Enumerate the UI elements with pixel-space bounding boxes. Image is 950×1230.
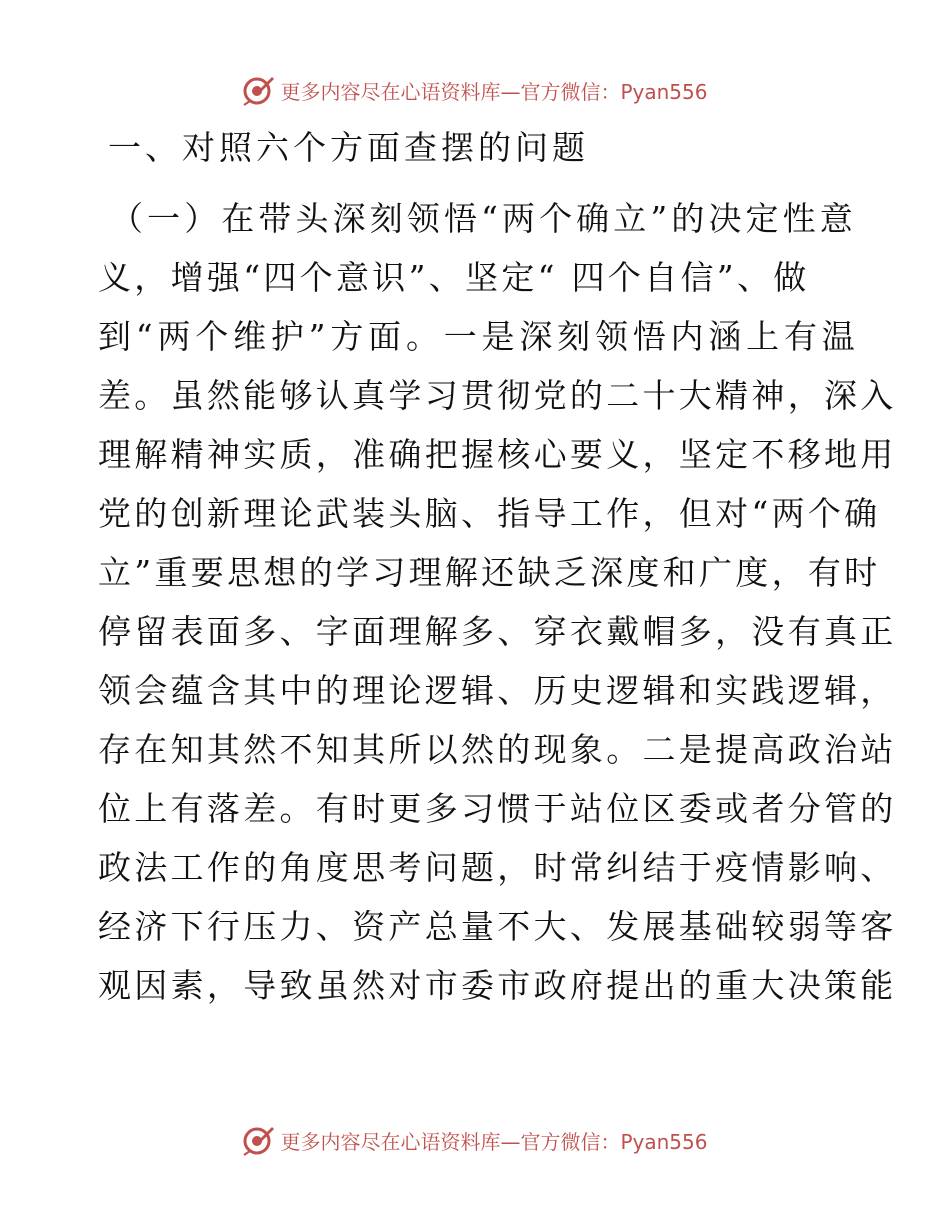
paragraph-line: 理解精神实质，准确把握核心要义，坚定不移地用 (98, 435, 897, 474)
paragraph-line: 领会蕴含其中的理论逻辑、历史逻辑和实践逻辑， (98, 671, 897, 710)
footer-watermark (0, 1120, 950, 1160)
section-heading: 一、对照六个方面查摆的问题 (108, 128, 589, 167)
watermark-text: 更多内容尽在心语资料库—官方微信：Pyan556 (280, 79, 708, 104)
paragraph-line: 经济下行压力、资产总量不大、发展基础较弱等客 (98, 907, 897, 946)
pen-logo-icon (242, 1123, 276, 1157)
paragraph-line: 党的创新理论武装头脑、指导工作，但对“两个确 (98, 494, 881, 533)
paragraph-line: （一）在带头深刻领悟“两个确立”的决定性意 (110, 199, 857, 238)
paragraph-line: 义，增强“四个意识”、坚定“ 四个自信”、做 (98, 258, 810, 297)
paragraph-line: 立”重要思想的学习理解还缺乏深度和广度，有时 (98, 553, 881, 592)
paragraph-line: 差。虽然能够认真学习贯彻党的二十大精神，深入 (98, 376, 897, 415)
paragraph-line: 位上有落差。有时更多习惯于站位区委或者分管的 (98, 789, 897, 828)
header-watermark (0, 70, 950, 110)
paragraph-line: 停留表面多、字面理解多、穿衣戴帽多，没有真正 (98, 612, 897, 651)
paragraph-line: 政法工作的角度思考问题，时常纠结于疫情影响、 (98, 848, 897, 887)
paragraph-line: 到“两个维护”方面。一是深刻领悟内涵上有温 (98, 317, 860, 356)
paragraph-line: 观因素，导致虽然对市委市政府提出的重大决策能 (98, 966, 897, 1005)
paragraph-line: 存在知其然不知其所以然的现象。二是提高政治站 (98, 730, 897, 769)
watermark-text: 更多内容尽在心语资料库—官方微信：Pyan556 (280, 1129, 708, 1154)
pen-logo-icon (242, 73, 276, 107)
